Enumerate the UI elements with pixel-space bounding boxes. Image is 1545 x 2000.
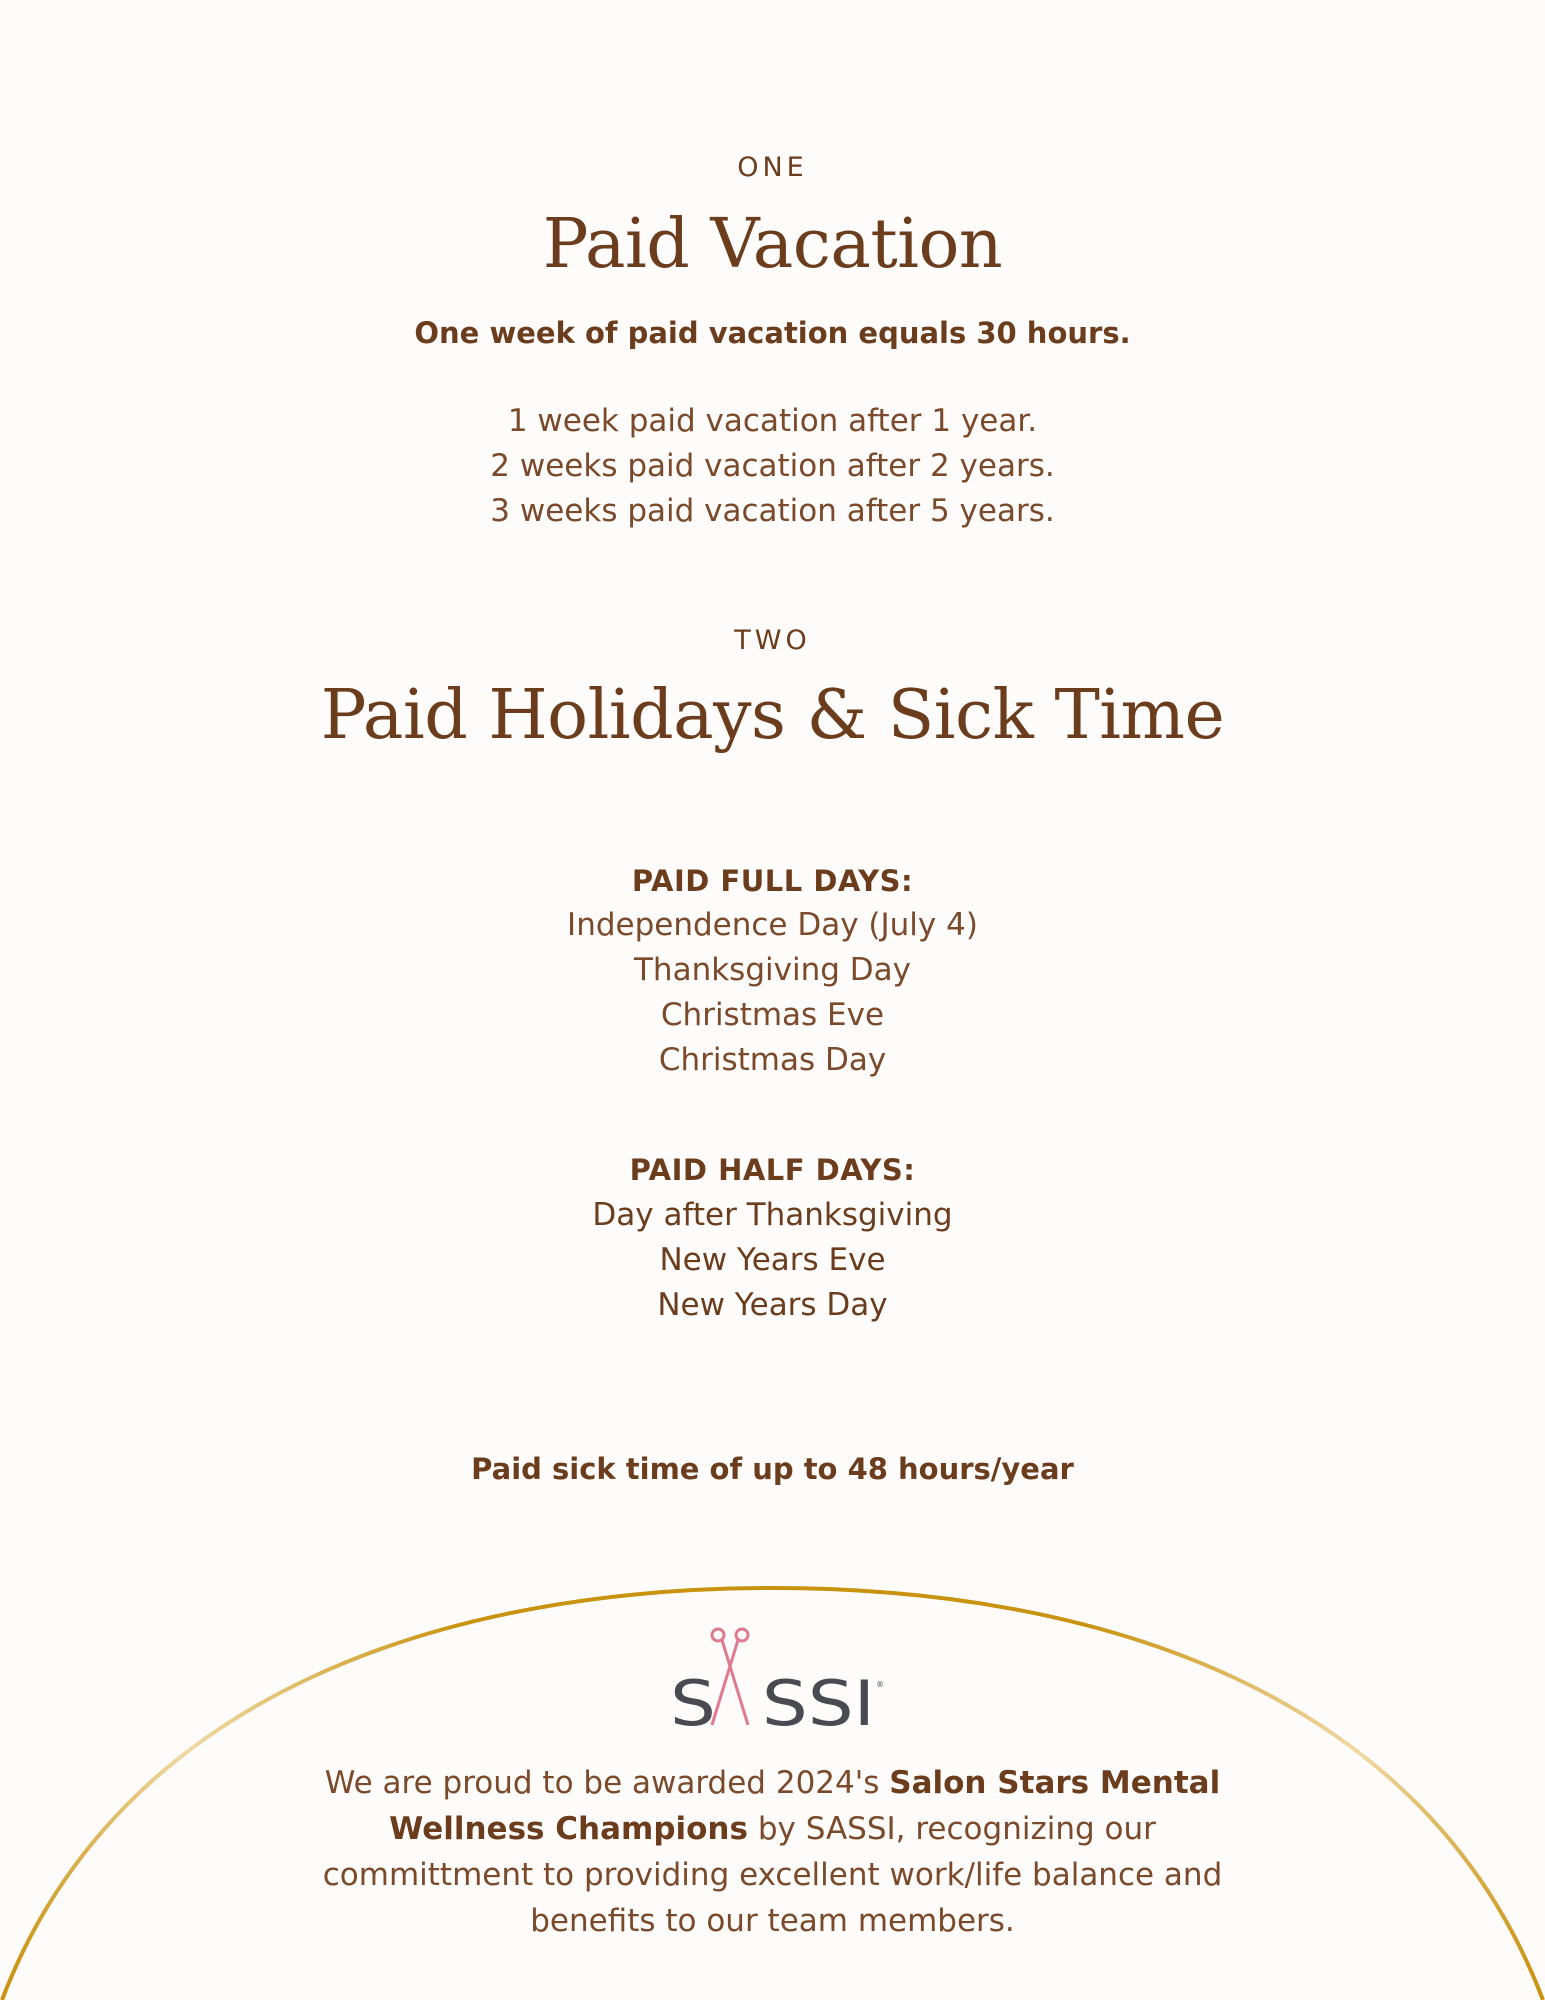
half-days-label: PAID HALF DAYS: — [629, 1153, 916, 1187]
full-days-list — [0, 903, 1545, 1083]
svg-text:S SSI: S SSI — [670, 1667, 875, 1740]
section-two-number: TWO — [734, 625, 811, 656]
section-two-title: Paid Holidays & Sick Time — [320, 676, 1225, 755]
list-item: New Years Eve — [659, 1242, 886, 1278]
list-item: Independence Day (July 4) — [567, 907, 978, 943]
list-item: Christmas Day — [658, 1042, 887, 1078]
section-one-number: ONE — [737, 152, 808, 183]
sick-time: Paid sick time of up to 48 hours/year — [471, 1452, 1074, 1486]
half-days-list — [0, 1193, 1545, 1328]
list-item: Christmas Eve — [660, 997, 885, 1033]
section-one-title: Paid Vacation — [542, 205, 1003, 284]
list-item: 2 weeks paid vacation after 2 years. — [490, 448, 1055, 484]
full-days-label: PAID FULL DAYS: — [631, 864, 914, 898]
award-text-1: We are proud to be awarded 2024's — [324, 1765, 890, 1801]
award-text — [0, 1760, 1545, 1944]
award-highlight: Salon Stars Mental Wellness Champions — [389, 1765, 1221, 1847]
section-one-summary: One week of paid vacation equals 30 hours. — [414, 316, 1131, 350]
list-item: 1 week paid vacation after 1 year. — [507, 403, 1038, 439]
list-item: New Years Day — [657, 1287, 888, 1323]
svg-text:®: ® — [876, 1680, 884, 1689]
sassi-logo — [670, 1625, 884, 1740]
vacation-list — [0, 399, 1545, 534]
list-item: 3 weeks paid vacation after 5 years. — [490, 493, 1055, 529]
award-text-2: by SASSI, recognizing our committment to providing excellent work/life balance and benefits to our team members. — [322, 1811, 1223, 1939]
list-item: Day after Thanksgiving — [592, 1197, 953, 1233]
list-item: Thanksgiving Day — [634, 952, 911, 988]
